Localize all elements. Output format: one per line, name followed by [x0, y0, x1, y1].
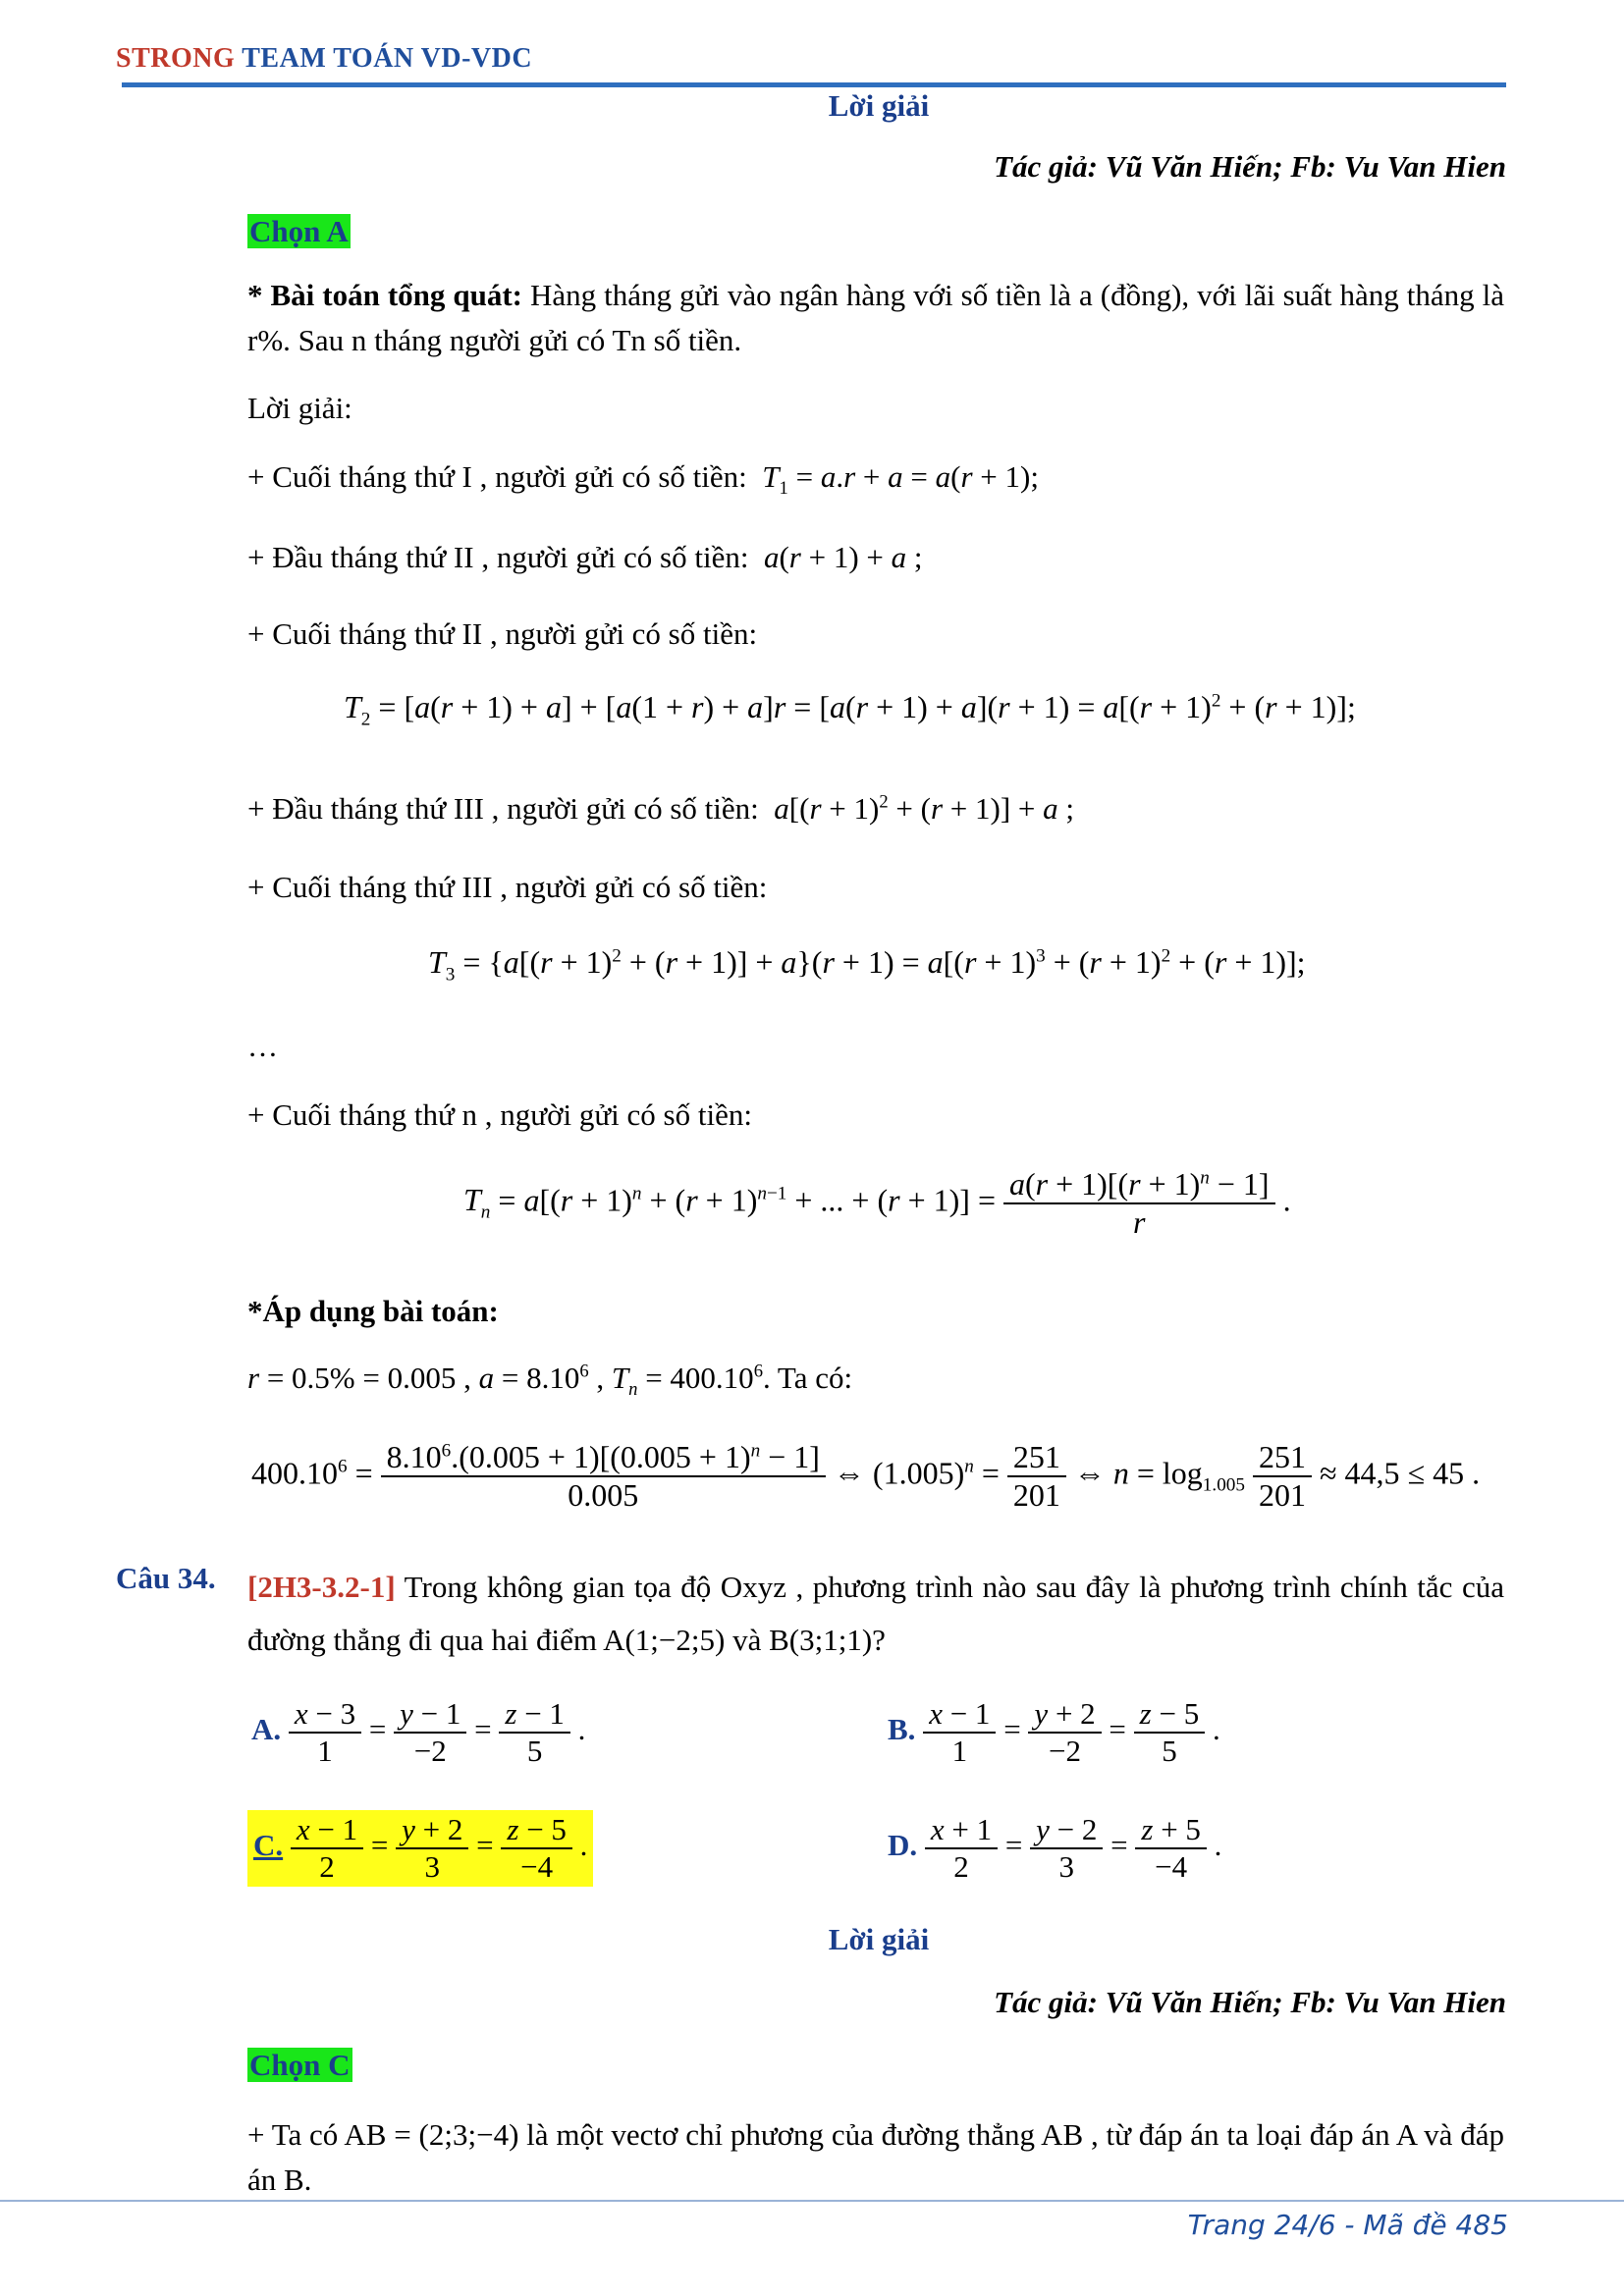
solution-title: Lời giải — [828, 88, 930, 123]
equation-t3: $T_3 = \{a[(r + 1)^2 + (r + 1)] + a\}(r + 1) = a[(r + 1)^3 + (r + 1)^2 + (r + 1)]$; — [428, 944, 1306, 986]
general-problem: * Bài toán tổng quát: Hàng tháng gửi vào ngân hàng với số tiền là a (đồng), với lãi suất hàng tháng là r%. Sau n tháng người gửi có Tn số tiền. — [247, 278, 1505, 357]
answer-choice: Chọn A — [249, 214, 349, 248]
solution-label: Lời giải: — [247, 391, 352, 425]
step-1: + Cuối tháng thứ I , người gửi có số tiền: $T_1 = a.r + a = a(r + 1)$; — [247, 459, 1039, 500]
final-explanation: + Ta có AB = (2;3;−4) là một vectơ chỉ phương của đường thẳng AB , từ đáp án ta loại đáp án A và đáp án B. — [247, 2117, 1504, 2197]
option-c[interactable]: C. $\frac{x - 1}{2}$ = $\frac{y + 2}{3}$ = $\frac{z - 5}{-4}$ . — [247, 1810, 593, 1887]
step-2: + Đầu tháng thứ II , người gửi có số tiền: a(r + 1) + a ; — [247, 540, 923, 574]
page-footer: Trang 24/6 - Mã đề 485 — [1187, 2209, 1508, 2241]
equation-tn: $T_n = a[(r + 1)^n + (r + 1)^{n-1}$ + ... + (r + 1)] = $\frac{a(r + 1)[(r + 1)^n - 1]}{r}$ . — [463, 1166, 1291, 1240]
option-d[interactable]: D. $\frac{x + 1}{2}$ = $\frac{y - 2}{3}$ = $\frac{z + 5}{-4}$ . — [888, 1812, 1222, 1884]
header-divider — [122, 82, 1506, 87]
footer-divider — [0, 2200, 1624, 2202]
equation-t2: $T_2 = [a(r + 1) + a] + [a(1 + r) + a]r = [a(r + 1) + a](r + 1) = a[(r + 1)^2 + (r + 1)]$; — [344, 689, 1356, 730]
apply-equation: $400.10^6$ = $\frac{8.10^6.(0.005 + 1)[(0.005 + 1)^n - 1]}{0.005}$ ⇔ $(1.005)^n$ = $\frac{251}{201}$ ⇔ $n = \log_{1.005}$ $\frac{251}{201}$ ≈ 44,5 ≤ 45 . — [251, 1439, 1481, 1513]
option-a[interactable]: A. $\frac{x - 3}{1}$ = $\frac{y - 1}{-2}$ = $\frac{z - 1}{5}$ . — [251, 1696, 586, 1768]
step-4: + Đầu tháng thứ III , người gửi có số tiền: $a[(r + 1)^2 + (r + 1)] + a$ ; — [247, 791, 1075, 826]
answer-choice-2: Chọn C — [249, 2048, 351, 2082]
option-b[interactable]: B. $\frac{x - 1}{1}$ = $\frac{y + 2}{-2}$ = $\frac{z - 5}{5}$ . — [888, 1696, 1220, 1768]
step-5: + Cuối tháng thứ III , người gửi có số tiền: — [247, 870, 768, 904]
ellipsis: … — [247, 1029, 278, 1063]
author-line-2: Tác giả: Vũ Văn Hiến; Fb: Vu Van Hien — [994, 1985, 1506, 2019]
step-n: + Cuối tháng thứ n , người gửi có số tiền: — [247, 1097, 752, 1132]
apply-values: r = 0.5% = 0.005 , $a = 8.10^6$ , $T_n = 400.10^6$. Ta có: — [247, 1361, 853, 1401]
solution-title-2: Lời giải — [828, 1922, 930, 1956]
header-title: STRONG TEAM TOÁN VD-VDC — [116, 43, 533, 74]
question-text: [2H3-3.2-1] Trong không gian tọa độ Oxyz , phương trình nào sau đây là phương trình chính tắc của đường thẳng đi qua hai điểm A(1;−2;5) và B(3;1;1)? — [247, 1570, 1504, 1657]
author-line: Tác giả: Vũ Văn Hiến; Fb: Vu Van Hien — [994, 149, 1506, 184]
step-3: + Cuối tháng thứ II , người gửi có số tiền: — [247, 616, 758, 651]
apply-label: *Áp dụng bài toán: — [247, 1294, 499, 1328]
question-label: Câu 34. — [116, 1561, 216, 1595]
